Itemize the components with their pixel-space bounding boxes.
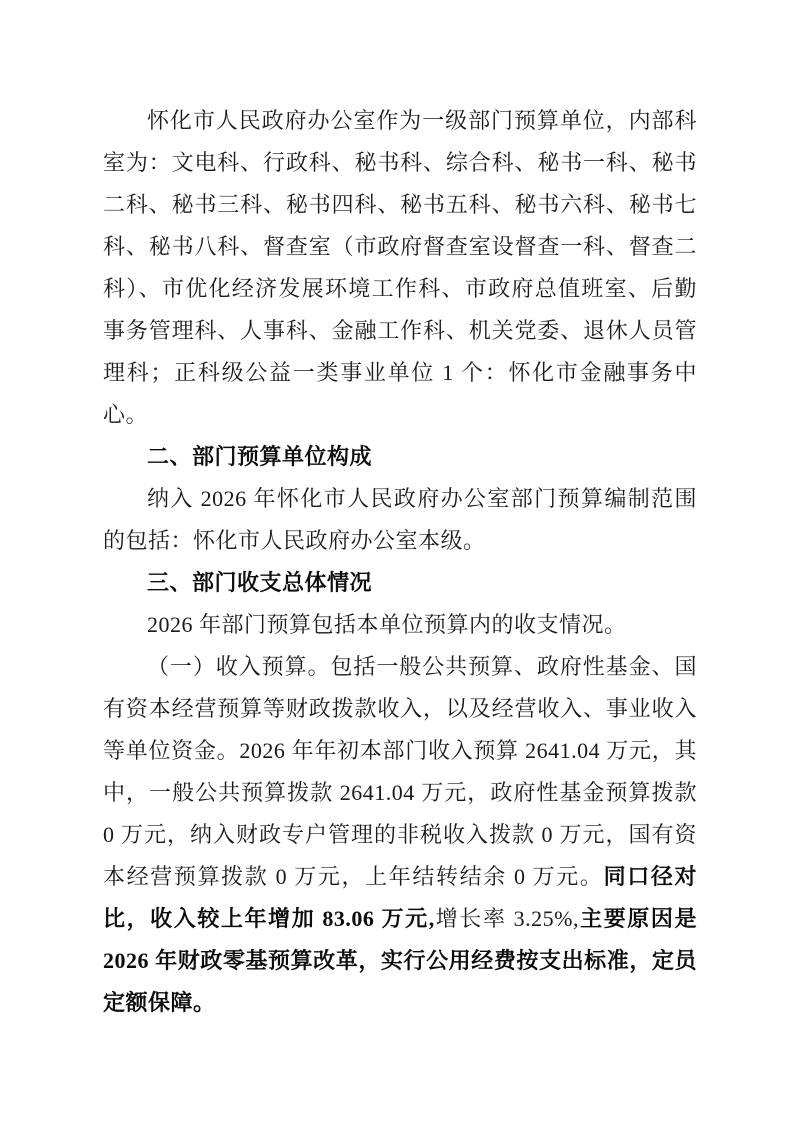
section-heading	[103, 436, 697, 478]
paragraph	[103, 100, 697, 436]
text-run: 三、部门收支总体情况	[147, 570, 373, 595]
text-run: 怀化市人民政府办公室作为一级部门预算单位，内部科室为：文电科、行政科、秘书科、综合科、秘书一科、秘书二科、秘书三科、秘书四科、秘书五科、秘书六科、秘书七科、秘书八科、督查室（市政府督查室设督查一科、督查二科）、市优化经济发展环境工作科、市政府总值班室、后勤事务管理科、人事科、金融工作科、机关党委、退休人员管理科；正科级公益一类事业单位 1 个：怀化市金融事务中心。	[103, 108, 697, 427]
text-run: 主要原因是 2026 年财政零基预算改革，实行公用经费按支出标准，定员定额保障。	[103, 906, 703, 1015]
section-heading	[103, 562, 697, 604]
text-run: 纳入 2026 年怀化市人民政府办公室部门预算编制范围的包括：怀化市人民政府办公室本级。	[103, 486, 697, 553]
paragraph	[103, 478, 697, 562]
paragraph	[103, 604, 697, 646]
text-run: 同口径对比，收入较上年增加 83.06 万元,	[103, 864, 697, 931]
text-run: 增长率 3.25%,	[434, 906, 580, 931]
text-run: 2026 年部门预算包括本单位预算内的收支情况。	[147, 612, 627, 637]
document-content	[103, 100, 703, 1024]
text-run: 二、部门预算单位构成	[147, 444, 373, 469]
text-run: （一）收入预算。包括一般公共预算、政府性基金、国有资本经营预算等财政拨款收入，以及经营收入、事业收入等单位资金。2026 年年初本部门收入预算 2641.04 万元，其中，一般公共预算拨款 2641.04 万元，政府性基金预算拨款 0 万元，纳入财政专户管理的非税收入拨款 0 万元，国有资本经营预算拨款 0 万元，上年结转结余 0 万元。	[103, 654, 703, 889]
paragraph	[103, 646, 703, 1024]
